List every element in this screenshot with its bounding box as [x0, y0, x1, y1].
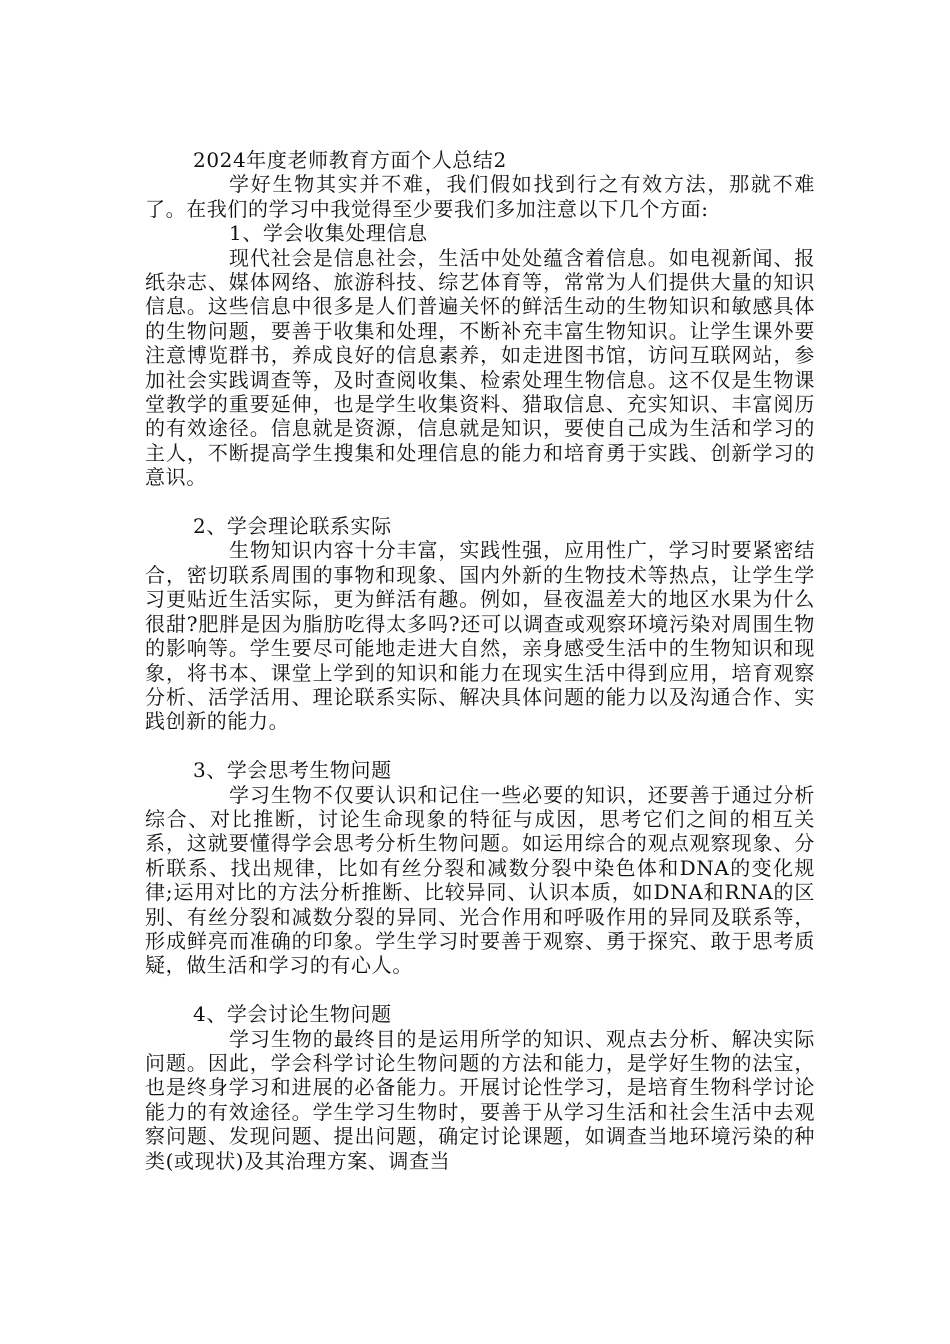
- section-3-heading: 3、学会思考生物问题: [193, 758, 392, 783]
- intro-paragraph: 学好生物其实并不难，我们假如找到行之有效方法，那就不难了。在我们的学习中我觉得至少要我们多加注意以下几个方面:: [145, 172, 815, 221]
- section-4-body: 学习生物的最终目的是运用所学的知识、观点去分析、解决实际问题。因此，学会科学讨论生物问题的方法和能力，是学好生物的法宝，也是终身学习和进展的必备能力。开展讨论性学习，是培育生物科学讨论能力的有效途径。学生学习生物时，要善于从学习生活和社会生活中去观察问题、发现问题、提出问题，确定讨论课题，如调查当地环境污染的种类(或现状)及其治理方案、调查当: [145, 1026, 815, 1173]
- section-2-body: 生物知识内容十分丰富，实践性强，应用性广，学习时要紧密结合，密切联系周围的事物和现象、国内外新的生物技术等热点，让学生学习更贴近生活实际，更为鲜活有趣。例如，昼夜温差大的地区水果为什么很甜?肥胖是因为脂肪吃得太多吗?还可以调查或观察环境污染对周围生物的影响等。学生要尽可能地走进大自然，亲身感受生活中的生物知识和现象，将书本、课堂上学到的知识和能力在现实生活中得到应用，培育观察分析、活学活用、理论联系实际、解决具体问题的能力以及沟通合作、实践创新的能力。: [145, 538, 815, 734]
- document-body: [145, 148, 815, 1173]
- section-3-body: 学习生物不仅要认识和记住一些必要的知识，还要善于通过分析综合、对比推断，讨论生命现象的特征与成因，思考它们之间的相互关系，这就要懂得学会思考分析生物问题。如运用综合的观点观察现象、分析联系、找出规律，比如有丝分裂和减数分裂中染色体和DNA的变化规律;运用对比的方法分析推断、比较异同、认识本质，如DNA和RNA的区别、有丝分裂和减数分裂的异同、光合作用和呼吸作用的异同及联系等，形成鲜亮而准确的印象。学生学习时要善于观察、勇于探究、敢于思考质疑，做生活和学习的有心人。: [145, 782, 815, 978]
- section-1-heading: 1、学会收集处理信息: [229, 221, 428, 246]
- document-title: 2024年度老师教育方面个人总结2: [193, 148, 507, 172]
- section-4-heading: 4、学会讨论生物问题: [193, 1002, 392, 1027]
- paragraph-spacer: [145, 490, 815, 514]
- section-1-body: 现代社会是信息社会，生活中处处蕴含着信息。如电视新闻、报纸杂志、媒体网络、旅游科技、综艺体育等，常常为人们提供大量的知识信息。这些信息中很多是人们普遍关怀的鲜活生动的生物知识和敏感具体的生物问题，要善于收集和处理，不断补充丰富生物知识。让学生课外要注意博览群书，养成良好的信息素养，如走进图书馆，访问互联网站，参加社会实践调查等，及时查阅收集、检索处理生物信息。这不仅是生物课堂教学的重要延伸，也是学生收集资料、猎取信息、充实知识、丰富阅历的有效途径。信息就是资源，信息就是知识，要使自己成为生活和学习的主人，不断提高学生搜集和处理信息的能力和培育勇于实践、创新学习的意识。: [145, 245, 815, 490]
- section-2-heading: 2、学会理论联系实际: [193, 514, 392, 539]
- paragraph-spacer: [145, 734, 815, 758]
- paragraph-spacer: [145, 978, 815, 1002]
